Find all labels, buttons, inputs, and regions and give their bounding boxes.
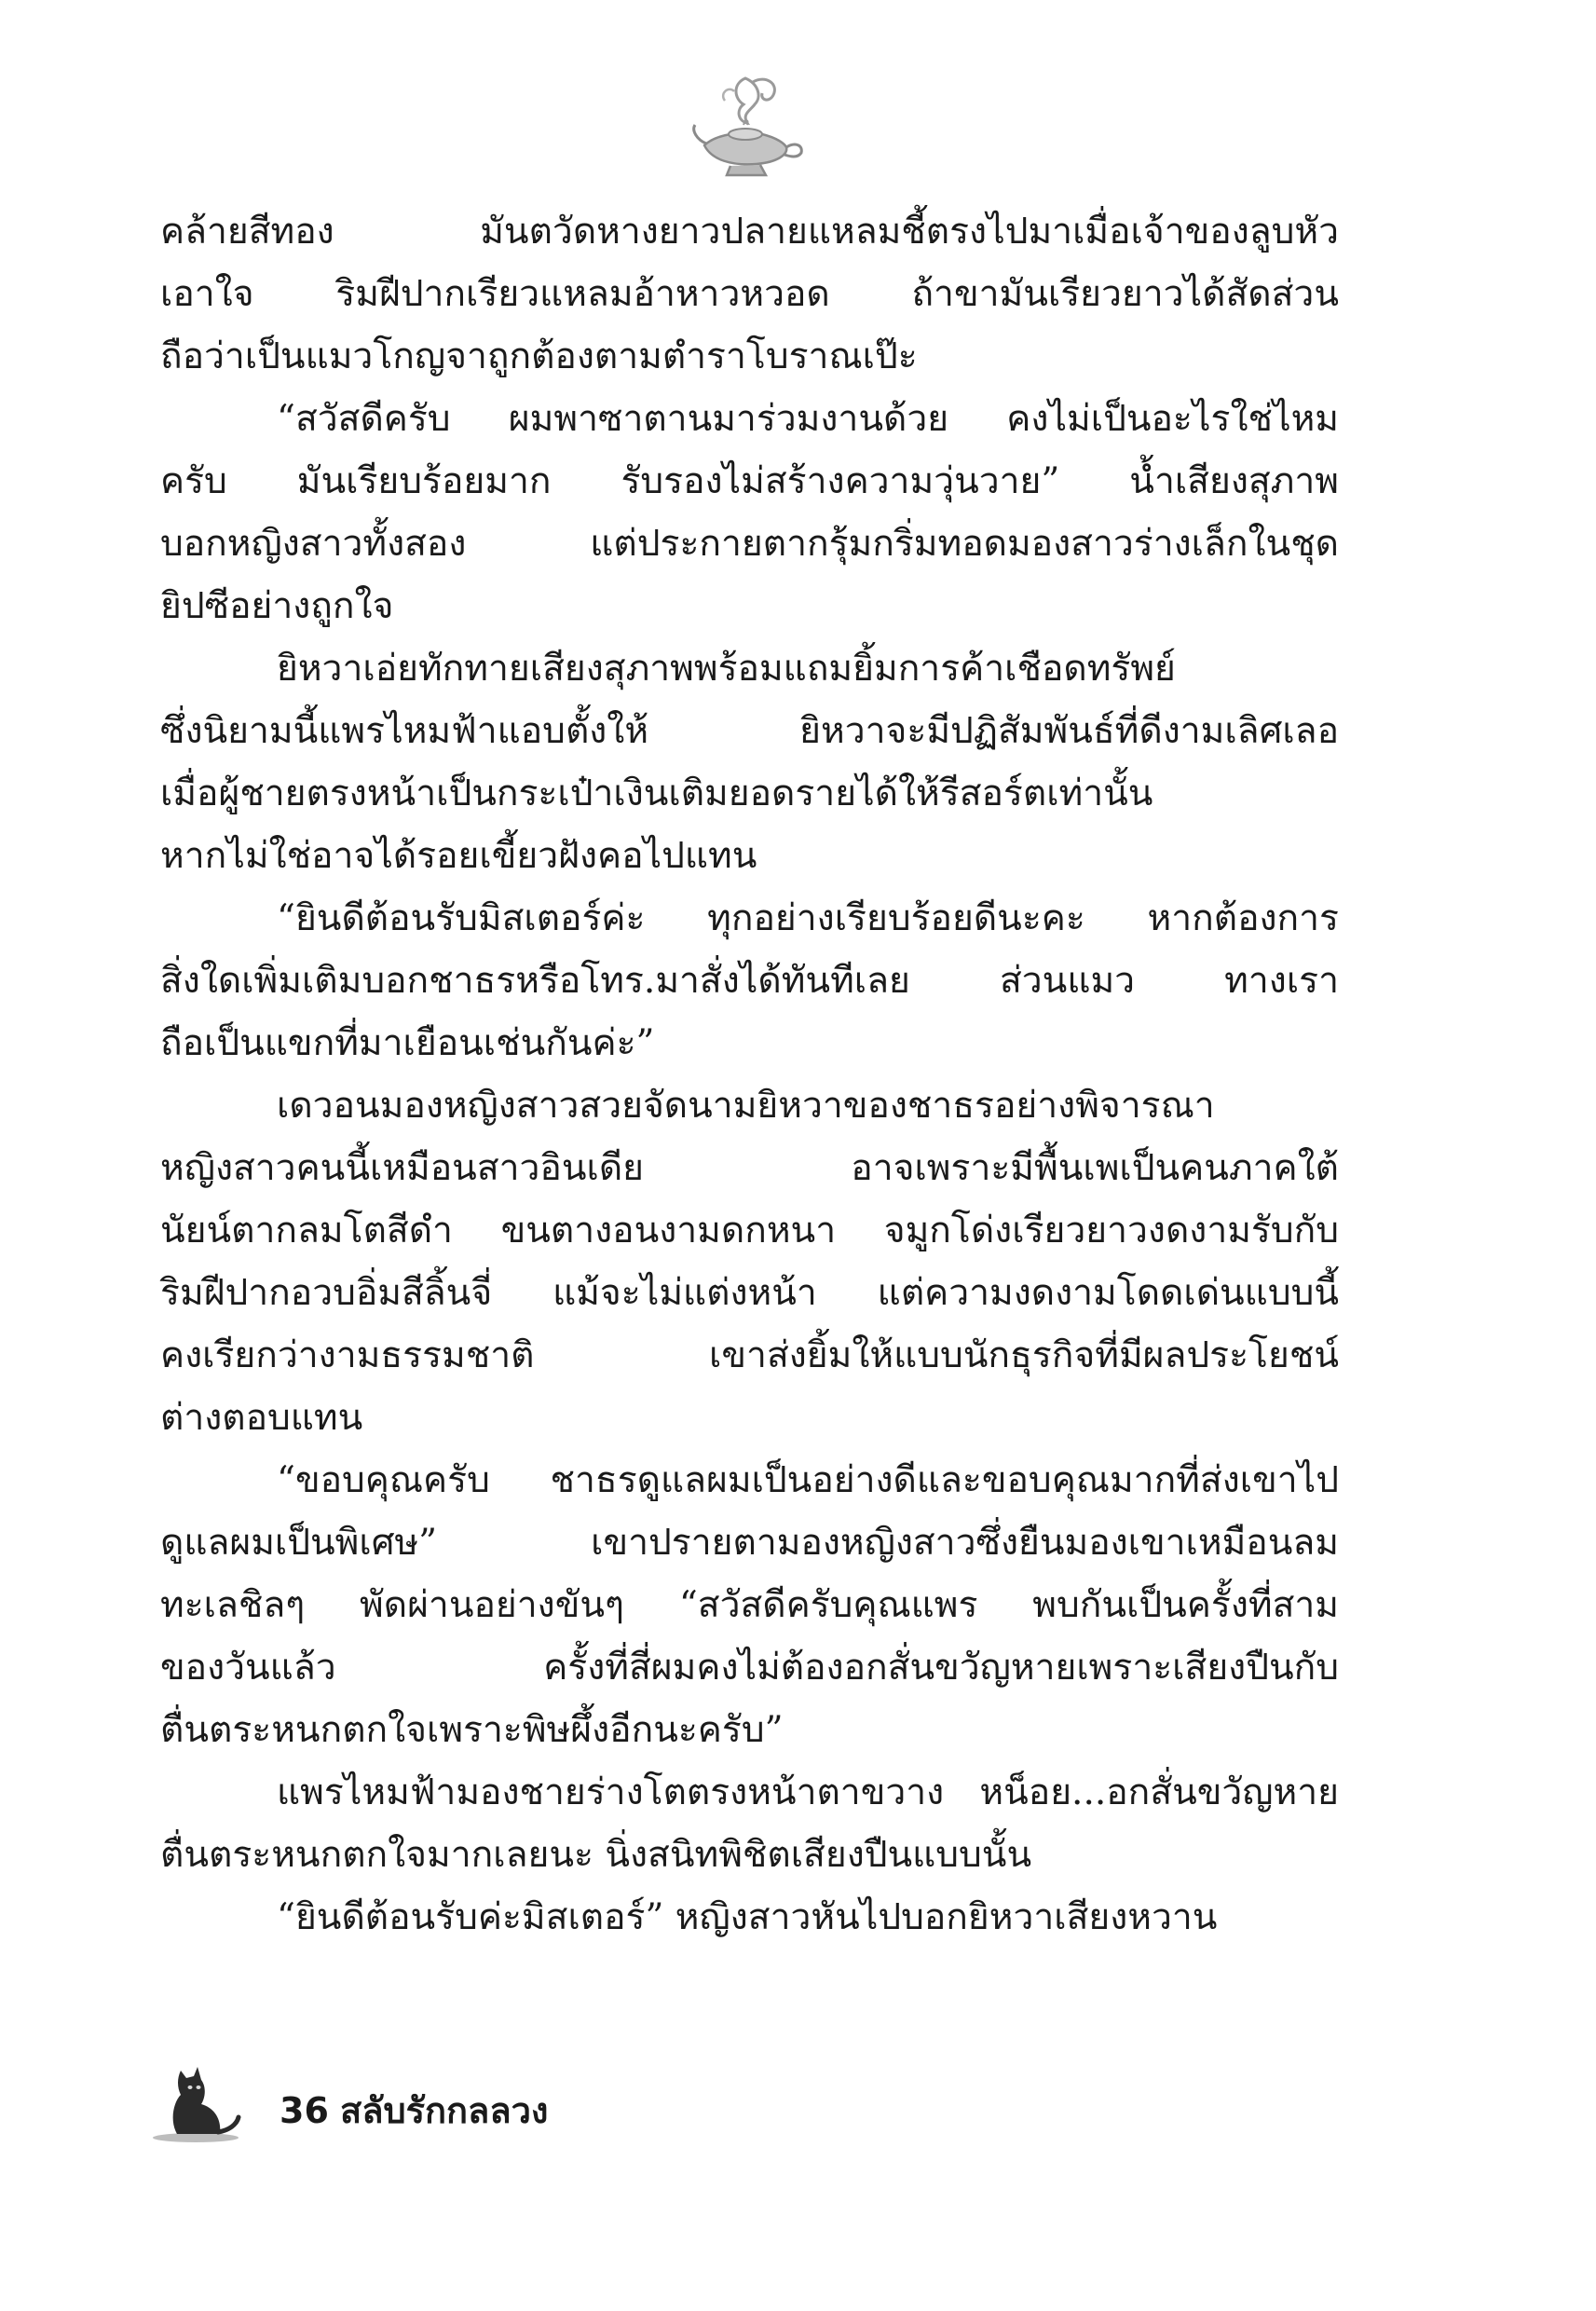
text-line: หากไม่ใช่อาจได้รอยเขี้ยวฝังคอไปแทน xyxy=(160,835,757,877)
text-line: ทะเลชิลๆ พัดผ่านอย่างขันๆ “สวัสดีครับคุณแพร พบกันเป็นครั้งที่สาม xyxy=(160,1584,1339,1626)
text-line: “ยินดีต้อนรับค่ะมิสเตอร์” หญิงสาวหันไปบอกยิหวาเสียงหวาน xyxy=(277,1896,1218,1938)
text-line: ของวันแล้ว ครั้งที่สี่ผมคงไม่ต้องอกสั่นขวัญหายเพราะเสียงปืนกับ xyxy=(160,1647,1339,1689)
text-line: ริมฝีปากอวบอิ่มสีลิ้นจี่ แม้จะไม่แต่งหน้า แต่ความงดงามโดดเด่นแบบนี้ xyxy=(160,1272,1339,1314)
text-line: บอกหญิงสาวทั้งสอง แต่ประกายตากรุ้มกริ่มทอดมองสาวร่างเล็กในชุด xyxy=(160,523,1339,565)
text-line: “สวัสดีครับ ผมพาซาตานมาร่วมงานด้วย คงไม่เป็นอะไรใช่ไหม xyxy=(277,398,1339,440)
text-line: ยิหวาเอ่ยทักทายเสียงสุภาพพร้อมแถมยิ้มการค้าเชือดทรัพย์ xyxy=(277,648,1176,690)
book-title: สลับรักกลลวง xyxy=(340,2090,549,2131)
text-line: ถือเป็นแขกที่มาเยือนเช่นกันค่ะ” xyxy=(160,1022,655,1064)
text-line: ถือว่าเป็นแมวโกญจาถูกต้องตามตำราโบราณเป๊ะ xyxy=(160,335,918,377)
body-text xyxy=(160,200,1339,1949)
text-line: ตื่นตระหนกตกใจมากเลยนะ นิ่งสนิทพิชิตเสียงปืนแบบนั้น xyxy=(160,1834,1032,1876)
text-line: “ขอบคุณครับ ชาธรดูแลผมเป็นอย่างดีและขอบคุณมากที่ส่งเขาไป xyxy=(277,1459,1339,1501)
text-line: นัยน์ตากลมโตสีดำ ขนตางอนงามดกหนา จมูกโด่งเรียวยาวงดงามรับกับ xyxy=(160,1210,1339,1251)
text-line: หญิงสาวคนนี้เหมือนสาวอินเดีย อาจเพราะมีพื้นเพเป็นคนภาคใต้ xyxy=(160,1147,1339,1189)
text-line: ซึ่งนิยามนี้แพรไหมฟ้าแอบตั้งให้ ยิหวาจะมีปฏิสัมพันธ์ที่ดีงามเลิศเลอ xyxy=(160,710,1339,752)
page-footer xyxy=(149,2059,708,2143)
text-line: สิ่งใดเพิ่มเติมบอกชาธรหรือโทร.มาสั่งได้ทันทีเลย ส่วนแมว ทางเรา xyxy=(160,960,1339,1002)
text-line: ต่างตอบแทน xyxy=(160,1397,363,1439)
lamp-genie-icon xyxy=(688,73,809,185)
text-line: เดวอนมองหญิงสาวสวยจัดนามยิหวาของชาธรอย่างพิจารณา xyxy=(277,1085,1215,1127)
text-line: คงเรียกว่างามธรรมชาติ เขาส่งยิ้มให้แบบนักธุรกิจที่มีผลประโยชน์ xyxy=(160,1334,1339,1376)
cat-icon xyxy=(149,2059,242,2143)
text-line: แพรไหมฟ้ามองชายร่างโตตรงหน้าตาขวาง หน็อย...อกสั่นขวัญหาย xyxy=(277,1771,1339,1813)
text-line: ดูแลผมเป็นพิเศษ” เขาปรายตามองหญิงสาวซึ่งยืนมองเขาเหมือนลม xyxy=(160,1522,1339,1564)
text-line: ยิปซีอย่างถูกใจ xyxy=(160,585,394,627)
text-line: ครับ มันเรียบร้อยมาก รับรองไม่สร้างความวุ่นวาย” น้ำเสียงสุภาพ xyxy=(160,460,1339,502)
text-line: คล้ายสีทอง มันตวัดหางยาวปลายแหลมชี้ตรงไปมาเมื่อเจ้าของลูบหัว xyxy=(160,211,1339,253)
text-line: เมื่อผู้ชายตรงหน้าเป็นกระเป๋าเงินเติมยอดรายได้ให้รีสอร์ตเท่านั้น xyxy=(160,773,1153,814)
text-line: “ยินดีต้อนรับมิสเตอร์ค่ะ ทุกอย่างเรียบร้อยดีนะคะ หากต้องการ xyxy=(277,897,1339,939)
text-line: เอาใจ ริมฝีปากเรียวแหลมอ้าหาวหวอด ถ้าขามันเรียวยาวได้สัดส่วน xyxy=(160,273,1339,315)
text-line: ตื่นตระหนกตกใจเพราะพิษผึ้งอีกนะครับ” xyxy=(160,1709,784,1751)
page-number: 36 xyxy=(280,2090,329,2131)
